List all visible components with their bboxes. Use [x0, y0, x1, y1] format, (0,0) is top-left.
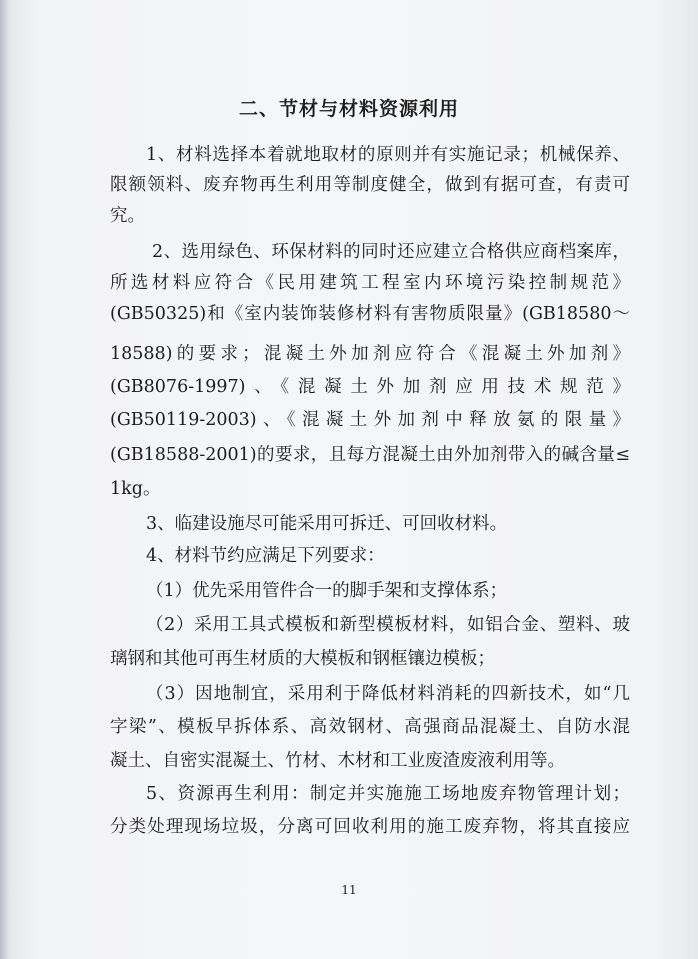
paragraph-line: (GB18588-2001)的要求，且每方混凝土由外加剂带入的碱含量≤ [110, 445, 630, 465]
paragraph-line: 字梁”、模板早拆体系、高效钢材、高强商品混凝土、自防水混 [110, 717, 630, 737]
paragraph-line: 18588)的要求；混凝土外加剂应符合《混凝土外加剂》 [110, 344, 630, 364]
section-title: 二、节材与材料资源利用 [238, 98, 459, 120]
paragraph-line: (GB50325)和《室内装饰装修材料有害物质限量》(GB18580～ [110, 304, 630, 324]
paragraph-line: 4、材料节约应满足下列要求： [146, 546, 385, 566]
paragraph-line: 分类处理现场垃圾，分离可回收利用的施工废弃物，将其直接应 [110, 817, 630, 837]
paragraph-line: 5、资源再生利用：制定并实施施工场地废弃物管理计划； [146, 784, 630, 804]
paragraph-line: 凝土、自密实混凝土、竹材、木材和工业废渣废液利用等。 [110, 751, 565, 771]
scan-edge [0, 0, 10, 959]
paragraph-line: 所选材料应符合《民用建筑工程室内环境污染控制规范》 [110, 273, 630, 293]
list-item: （3）因地制宜，采用利于降低材料消耗的四新技术，如“几 [146, 684, 630, 704]
list-item: （2）采用工具式模板和新型模板材料，如铝合金、塑料、玻 [146, 615, 630, 635]
paragraph-line: (GB8076-1997)、《混凝土外加剂应用技术规范》 [110, 377, 630, 397]
paragraph-line: 究。 [110, 206, 145, 226]
paragraph-line: 1、材料选择本着就地取材的原则并有实施记录；机械保养、 [146, 145, 630, 165]
paragraph-line: 2、选用绿色、环保材料的同时还应建立合格供应商档案库， [152, 242, 630, 262]
paragraph-line: 1kg。 [110, 479, 161, 499]
page-number: 11 [341, 883, 357, 897]
paragraph-line: 限额领料、废弃物再生利用等制度健全，做到有据可查，有责可 [110, 175, 630, 195]
paragraph-line: 璃钢和其他可再生材质的大模板和钢框镶边模板； [110, 649, 495, 669]
paragraph-line: (GB50119-2003)、《混凝土外加剂中释放氨的限量》 [110, 410, 630, 430]
paragraph-line: 3、临建设施尽可能采用可拆迁、可回收材料。 [146, 514, 508, 534]
list-item: （1）优先采用管件合一的脚手架和支撑体系； [146, 581, 508, 601]
